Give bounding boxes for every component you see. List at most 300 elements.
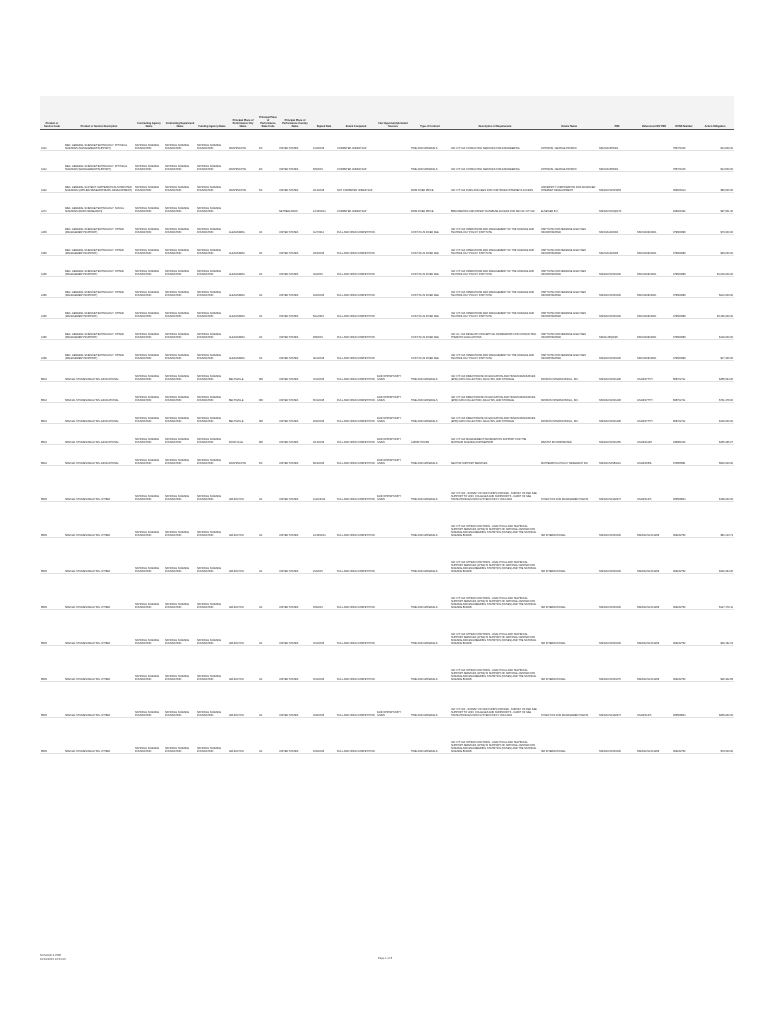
table-cell: UNITED STATES bbox=[278, 382, 312, 403]
table-cell: NATIONAL SCIENCE FOUNDATION bbox=[164, 214, 196, 235]
table-cell: SRI INTERNATIONAL bbox=[540, 574, 598, 610]
table-row bbox=[40, 298, 734, 319]
table-cell: ARLINGTON bbox=[228, 682, 258, 718]
table-cell: FAIR OPPORTUNITY GIVEN bbox=[376, 682, 410, 718]
table-cell: 009232752 bbox=[672, 646, 696, 682]
table-cell: LABOR HOURS bbox=[410, 424, 450, 445]
table-cell: NATIONAL SCIENCE FOUNDATION bbox=[134, 718, 164, 754]
table-cell: COMPETED UNDER SAP bbox=[336, 193, 376, 214]
table-cell: NATIONAL SCIENCE FOUNDATION bbox=[196, 319, 228, 340]
table-cell: NATIONAL SCIENCE FOUNDATION bbox=[134, 214, 164, 235]
table-cell: NSFDACS15F1009 bbox=[598, 340, 636, 361]
table-cell: $13,840.00 bbox=[696, 151, 734, 172]
table-cell: NSFDACS13C1289 bbox=[636, 718, 672, 754]
table-cell: $70,000.00 bbox=[696, 214, 734, 235]
table-cell bbox=[376, 235, 410, 256]
table-cell: IGF::OT::IGF OPERATIONS AND MANAGEMENT OF THE SCIENCE AND TECHNOLOGY POLICY INSTITUTE bbox=[450, 214, 540, 235]
table-cell: 808702711 bbox=[672, 403, 696, 424]
column-header: Vendor Name bbox=[540, 96, 598, 130]
column-header: Principal Place of Performance State Code bbox=[258, 96, 278, 130]
table-cell: B506 bbox=[40, 466, 64, 502]
table-cell: NATIONAL SCIENCE FOUNDATION bbox=[164, 256, 196, 277]
table-cell: NSFDACS15F1009 bbox=[598, 256, 636, 277]
table-cell: FULL AND OPEN COMPETITION bbox=[336, 574, 376, 610]
table-cell: WASHINGTON bbox=[228, 445, 258, 466]
table-cell: VA bbox=[258, 319, 278, 340]
table-cell: UNITED STATES bbox=[278, 256, 312, 277]
table-cell: $761,478.00 bbox=[696, 382, 734, 403]
table-cell: NSFOIA14F0005 bbox=[598, 235, 636, 256]
table-cell: NATIONAL SCIENCE FOUNDATION bbox=[164, 610, 196, 646]
table-cell: $3,280,000.00 bbox=[696, 298, 734, 319]
column-header: Description of Requirement bbox=[450, 96, 540, 130]
table-cell: 3/31/2015 bbox=[312, 646, 336, 682]
table-cell: 9/8/2015 bbox=[312, 319, 336, 340]
table-cell: WESTAT INCORPORATED bbox=[540, 424, 598, 445]
table-cell: FULL AND OPEN COMPETITION bbox=[336, 403, 376, 424]
table-cell: WASHINGTON bbox=[228, 130, 258, 151]
table-cell: $78,000.00 bbox=[696, 718, 734, 754]
table-cell: NSFDACS15F1009 bbox=[598, 574, 636, 610]
table-cell bbox=[636, 172, 672, 193]
table-cell: NATIONAL SCIENCE FOUNDATION bbox=[164, 718, 196, 754]
table-cell: 079660698 bbox=[672, 319, 696, 340]
table-cell: 8/31/2015 bbox=[312, 382, 336, 403]
table-cell: FULL AND OPEN COMPETITION bbox=[336, 502, 376, 538]
table-cell: VA bbox=[258, 574, 278, 610]
table-cell: NATIONAL SCIENCE FOUNDATION bbox=[196, 574, 228, 610]
table-cell: ARLINGTON bbox=[228, 466, 258, 502]
table-cell: TIME AND MATERIALS bbox=[410, 574, 450, 610]
table-cell: 009232752 bbox=[672, 610, 696, 646]
table-cell: ROCKVILLE bbox=[228, 424, 258, 445]
table-cell: NATIONAL SCIENCE FOUNDATION bbox=[196, 277, 228, 298]
table-cell: ARLINGTON bbox=[228, 574, 258, 610]
table-cell: SRI INTERNATIONAL bbox=[540, 610, 598, 646]
table-cell: 9/21/2015 bbox=[312, 340, 336, 361]
table-cell: NATIONAL SCIENCE FOUNDATION bbox=[134, 193, 164, 214]
table-cell: $26,192.19 bbox=[696, 610, 734, 646]
table-cell: UNITED STATES bbox=[278, 538, 312, 574]
table-cell: VA bbox=[258, 502, 278, 538]
table-cell: NATIONAL SCIENCE FOUNDATION bbox=[164, 172, 196, 193]
table-cell: UNITED STATES bbox=[278, 319, 312, 340]
table-cell: DC bbox=[258, 151, 278, 172]
table-cell: SPECIAL STUDIES/ANALYSIS- EDUCATIONAL bbox=[64, 382, 134, 403]
table-cell: 12/19/2014 bbox=[312, 502, 336, 538]
table-cell: VA bbox=[258, 340, 278, 361]
table-cell bbox=[376, 151, 410, 172]
table-cell: VA bbox=[258, 646, 278, 682]
table-cell bbox=[376, 277, 410, 298]
table-cell: 2/18/2015 bbox=[312, 235, 336, 256]
table-cell: $455,295.07 bbox=[696, 424, 734, 445]
table-cell: NATIONAL SCIENCE FOUNDATION bbox=[196, 256, 228, 277]
table-cell: INSTITUTE FOR DEFENSE ANALYSES INCORPORATED bbox=[540, 256, 598, 277]
table-cell: ARLINGTON bbox=[228, 646, 258, 682]
table-cell: NATIONAL SCIENCE FOUNDATION bbox=[134, 298, 164, 319]
table-cell: COST PLUS FIXED FEE bbox=[410, 277, 450, 298]
table-cell: R&D- GENERAL SCIENCE/TECHNOLOGY: OTHER (MANAGEMENT/SUPPORT) bbox=[64, 235, 134, 256]
table-cell: IGF::OT::IGF - SURVEY OF FED FUNDS FOR R&D - SURVEY OF FED S&E SUPPORT TO UNIV, COLLEGES AND NONPROFITS - NAMIT OF S&E STATE PROFILES DATA SYSTEM FOR FY 2014-2016 bbox=[450, 682, 540, 718]
table-cell: FULL AND OPEN COMPETITION bbox=[336, 214, 376, 235]
table-cell: GS10F0127L bbox=[636, 682, 672, 718]
table-cell: NSFDACS15P1055 bbox=[598, 172, 636, 193]
table-cell: R&D- GENERAL SCI/TECH: MATHEMATICAL/COMPUTER SCIENCES (APPLIED RESEARCH/EXPL DEVELOPMENT) bbox=[64, 172, 134, 193]
table-cell: UNITED STATES bbox=[278, 403, 312, 424]
table-cell: NATIONAL SCIENCE FOUNDATION bbox=[134, 646, 164, 682]
table-cell: TIME AND MATERIALS bbox=[410, 445, 450, 466]
table-cell: NATIONAL SCIENCE FOUNDATION bbox=[196, 424, 228, 445]
table-cell: $340,064.00 bbox=[696, 538, 734, 574]
table-cell: NATIONAL SCIENCE FOUNDATION bbox=[196, 682, 228, 718]
table-cell bbox=[636, 193, 672, 214]
table-cell: IGF::OT::IGF OTHER FUNCTIONS - ANALYTICAL AND TECHNICAL SUPPORT SERVICES (ATSS) IN SUPPORT OF NATIONAL CENTER FOR SCIENCE AND ENGINEERING STATISTICS (NCSES) AND THE NATIONAL SCIENCE BOARD bbox=[450, 718, 540, 754]
table-cell: FULL AND OPEN COMPETITION bbox=[336, 682, 376, 718]
table-cell: NATIONAL SCIENCE FOUNDATION bbox=[134, 574, 164, 610]
table-cell: UNITED STATES bbox=[278, 172, 312, 193]
table-cell: FAIR OPPORTUNITY GIVEN bbox=[376, 445, 410, 466]
table-cell: $97,941.00 bbox=[696, 193, 734, 214]
table-cell: DC bbox=[258, 130, 278, 151]
table-cell: UNITED STATES bbox=[278, 682, 312, 718]
table-row bbox=[40, 319, 734, 340]
table-cell: UNITED STATES bbox=[278, 718, 312, 754]
table-cell bbox=[636, 151, 672, 172]
table-cell: UNITED STATES bbox=[278, 445, 312, 466]
table-cell: 005568804 bbox=[672, 682, 696, 718]
table-cell: FAIR OPPORTUNITY GIVEN bbox=[376, 361, 410, 382]
table-cell: B542 bbox=[40, 382, 64, 403]
table-cell: SYNECTICS FOR MANAGEMENT DECIS bbox=[540, 466, 598, 502]
table-cell: AJ96 bbox=[40, 256, 64, 277]
table-cell: FULL AND OPEN COMPETITION bbox=[336, 235, 376, 256]
table-row bbox=[40, 502, 734, 538]
table-cell: 3/5/2015 bbox=[312, 574, 336, 610]
table-cell: TIME AND MATERIALS bbox=[410, 682, 450, 718]
table-cell: B542 bbox=[40, 445, 64, 466]
table-cell: 2/2/2015 bbox=[312, 538, 336, 574]
column-header: Contracting Department Name bbox=[164, 96, 196, 130]
table-cell: $127,179.41 bbox=[696, 574, 734, 610]
table-cell: NATIONAL SCIENCE FOUNDATION bbox=[134, 502, 164, 538]
table-cell: TIME AND MATERIALS bbox=[410, 403, 450, 424]
table-cell: 408926192 bbox=[672, 193, 696, 214]
table-cell: ALEXANDRIA bbox=[228, 340, 258, 361]
table-cell: IGF::OT::IGF OPERATIONS AND MANAGEMENT OF THE SCIENCE AND TECHNOLOGY POLICY INSTITUTE bbox=[450, 235, 540, 256]
table-cell: TIME AND MATERIALS bbox=[410, 151, 450, 172]
table-cell: 11/20/2014 bbox=[312, 466, 336, 502]
table-cell: NSFDACS14A0037 bbox=[598, 466, 636, 502]
table-cell: B506 bbox=[40, 538, 64, 574]
table-cell: NATIONAL SCIENCE FOUNDATION bbox=[164, 235, 196, 256]
table-cell: SPECIAL STUDIES/ANALYSIS- OTHER bbox=[64, 502, 134, 538]
table-cell: AJ12 bbox=[40, 151, 64, 172]
table-cell bbox=[376, 130, 410, 151]
table-cell: NATIONAL SCIENCE FOUNDATION bbox=[196, 646, 228, 682]
table-cell: AJ71 bbox=[40, 193, 64, 214]
table-cell: SYNECTICS FOR MANAGEMENT DECIS bbox=[540, 682, 598, 718]
table-cell: NATIONAL SCIENCE FOUNDATION bbox=[164, 277, 196, 298]
table-cell: IGF::OT::IGF CONSULTING SERVICES FOR ENGINEERING bbox=[450, 130, 540, 151]
table-cell: 12/19/2014 bbox=[312, 193, 336, 214]
table-cell: SPECIAL STUDIES/ANALYSIS- OTHER bbox=[64, 538, 134, 574]
table-row bbox=[40, 646, 734, 682]
table-cell bbox=[376, 340, 410, 361]
table-row bbox=[40, 214, 734, 235]
table-cell: AJ96 bbox=[40, 214, 64, 235]
table-cell: 079660698 bbox=[672, 256, 696, 277]
table-cell: TIME AND MATERIALS bbox=[410, 718, 450, 754]
table-cell: IGF::OT::IGF OTHER FUNCTIONS - ANALYTICAL AND TECHNICAL SUPPORT SERVICES (ATSS) IN SUPPORT OF NATIONAL CENTER FOR SCIENCE AND ENGINEERING STATISTICS (NCSES) AND THE NATIONAL SCIENCE BOARD bbox=[450, 502, 540, 538]
table-cell: IGF::OT::IGF DUES AND FEES FOR CONTINUED INTERNET2 ACCESS bbox=[450, 172, 540, 193]
table-cell: MATHEMATICA POLICY RESEARCH INC bbox=[540, 445, 598, 466]
table-cell: MD bbox=[258, 382, 278, 403]
table-cell: NSFOIA09C0001 bbox=[636, 298, 672, 319]
table-cell: AJ96 bbox=[40, 340, 64, 361]
table-cell: NATIONAL SCIENCE FOUNDATION bbox=[134, 235, 164, 256]
table-row bbox=[40, 361, 734, 382]
table-cell: 005568804 bbox=[672, 466, 696, 502]
table-cell: B506 bbox=[40, 646, 64, 682]
table-cell: SRI INTERNATIONAL bbox=[540, 646, 598, 682]
table-cell: IGF::OT::IGF DIRECTORATE OF EDUCATION AND HUMAN RESOURCES (EHR) DATA COLLECTION, ANALYSIS, AND STORAGE bbox=[450, 403, 540, 424]
table-cell bbox=[376, 718, 410, 754]
table-cell bbox=[376, 538, 410, 574]
table-cell: NATIONAL SCIENCE FOUNDATION bbox=[196, 361, 228, 382]
table-cell: NOT COMPETED UNDER SAP bbox=[336, 172, 376, 193]
table-cell: NATIONAL SCIENCE FOUNDATION bbox=[196, 502, 228, 538]
table-cell: UNITED STATES bbox=[278, 151, 312, 172]
table-cell: IGF::OT::IGF - SURVEY OF FED FUNDS FOR R&D - SURVEY OF FED S&E SUPPORT TO UNIV, COLLEGES AND NONPROFITS - NAMIT OF S&E STATE PROFILES DATA SYSTEM FOR FY 2014-2016 bbox=[450, 466, 540, 502]
table-cell bbox=[376, 193, 410, 214]
table-row bbox=[40, 130, 734, 151]
table-cell: TIME AND MATERIALS bbox=[410, 538, 450, 574]
table-cell: NATIONAL SCIENCE FOUNDATION bbox=[134, 382, 164, 403]
table-cell: 079660698 bbox=[672, 214, 696, 235]
table-cell: FULL AND OPEN COMPETITION bbox=[336, 361, 376, 382]
table-cell: B542 bbox=[40, 361, 64, 382]
table-cell: AJ12 bbox=[40, 130, 64, 151]
table-cell: TIME AND MATERIALS bbox=[410, 646, 450, 682]
table-row bbox=[40, 235, 734, 256]
table-cell: MD bbox=[258, 361, 278, 382]
table-cell: 3/31/2015 bbox=[312, 361, 336, 382]
table-cell: 3/30/2015 bbox=[312, 682, 336, 718]
table-cell bbox=[376, 574, 410, 610]
table-cell: FAIR OPPORTUNITY GIVEN bbox=[376, 382, 410, 403]
table-cell: ARLINGTON bbox=[228, 718, 258, 754]
table-cell: ALEXANDRIA bbox=[228, 256, 258, 277]
table-cell: NATIONAL SCIENCE FOUNDATION bbox=[134, 340, 164, 361]
table-row bbox=[40, 424, 734, 445]
table-cell: TIME AND MATERIALS bbox=[410, 361, 450, 382]
table-cell: MD bbox=[258, 424, 278, 445]
table-cell: VA bbox=[258, 610, 278, 646]
table-cell: NATIONAL SCIENCE FOUNDATION bbox=[164, 646, 196, 682]
table-cell: COST PLUS FIXED FEE bbox=[410, 340, 450, 361]
contract-actions-table bbox=[40, 96, 734, 754]
table-cell: NSFDACS15Q0473 bbox=[598, 193, 636, 214]
table-cell: NETHERLANDS bbox=[278, 193, 312, 214]
table-cell: FULL AND OPEN COMPETITION bbox=[336, 298, 376, 319]
table-cell: NSFOIA09C0001 bbox=[636, 214, 672, 235]
table-cell: 6/5/2015 bbox=[312, 151, 336, 172]
table-cell: 4/13/2015 bbox=[312, 424, 336, 445]
table-cell: GS10F077TH bbox=[636, 361, 672, 382]
table-cell: R&D- GENERAL SCIENCE/TECHNOLOGY: PHYSICAL SCIENCES (MANAGEMENT/SUPPORT) bbox=[64, 151, 134, 172]
table-cell: NATIONAL SCIENCE FOUNDATION bbox=[134, 361, 164, 382]
column-header: Signed Date bbox=[312, 96, 336, 130]
table-cell: NSFDACS15F1009 bbox=[598, 610, 636, 646]
table-cell: SPECIAL STUDIES/ANALYSIS- OTHER bbox=[64, 718, 134, 754]
table-cell: ALEXANDRIA bbox=[228, 277, 258, 298]
table-cell: IGF::OT::IGF OPERATIONS AND MANAGEMENT OF THE SCIENCE AND TECHNOLOGY POLICY INSTITUTE bbox=[450, 298, 540, 319]
report-table-container bbox=[40, 96, 734, 754]
table-cell: R&D- GENERAL SCIENCE/TECHNOLOGY: OTHER (MANAGEMENT/SUPPORT) bbox=[64, 298, 134, 319]
table-cell: NATIONAL SCIENCE FOUNDATION bbox=[164, 298, 196, 319]
table-cell: $81,210.74 bbox=[696, 502, 734, 538]
table-cell: GS10F0127L bbox=[636, 466, 672, 502]
table-cell: FULL AND OPEN COMPETITION bbox=[336, 382, 376, 403]
table-cell: INSTITUTE FOR DEFENSE ANALYSES INCORPORATED bbox=[540, 235, 598, 256]
table-cell: NATIONAL SCIENCE FOUNDATION bbox=[134, 538, 164, 574]
table-cell: 785471615 bbox=[672, 151, 696, 172]
table-cell: B542 bbox=[40, 424, 64, 445]
table-cell: SPECIAL STUDIES/ANALYSIS- OTHER bbox=[64, 574, 134, 610]
table-cell: UNITED STATES bbox=[278, 424, 312, 445]
table-cell: WASHINGTON bbox=[228, 151, 258, 172]
table-cell: NATIONAL SCIENCE FOUNDATION bbox=[134, 445, 164, 466]
table-cell bbox=[376, 502, 410, 538]
table-cell: WASHINGTON bbox=[228, 172, 258, 193]
table-row bbox=[40, 340, 734, 361]
table-cell: INSTITUTE FOR DEFENSE ANALYSES INCORPORATED bbox=[540, 298, 598, 319]
table-cell: NSFDACS15F1408 bbox=[598, 382, 636, 403]
table-cell: R&D- GENERAL SCIENCE/TECHNOLOGY: OTHER (MANAGEMENT/SUPPORT) bbox=[64, 340, 134, 361]
table-cell: 11/7/2014 bbox=[312, 214, 336, 235]
table-cell: NSFDACS13C1289 bbox=[636, 610, 672, 646]
table-cell: FULL AND OPEN COMPETITION bbox=[336, 466, 376, 502]
table-cell: FAIR OPPORTUNITY GIVEN bbox=[376, 424, 410, 445]
table-cell: 1/22/2015 bbox=[312, 130, 336, 151]
table-cell: DC bbox=[258, 172, 278, 193]
table-cell: $100,000.00 bbox=[696, 403, 734, 424]
table-row bbox=[40, 718, 734, 754]
table-cell: NATIONAL SCIENCE FOUNDATION bbox=[164, 502, 196, 538]
table-cell: 009232752 bbox=[672, 502, 696, 538]
table-cell: IGF::CL::IGF DEVELOP CONCEPTUAL FRAMEWORK FOR CONDUCTING THEMATIC EVALUATIONS bbox=[450, 319, 540, 340]
table-cell: B506 bbox=[40, 682, 64, 718]
table-cell: UNITED STATES bbox=[278, 277, 312, 298]
table-cell: UNITED STATES bbox=[278, 214, 312, 235]
table-cell: NATIONAL SCIENCE FOUNDATION bbox=[164, 130, 196, 151]
table-cell: NATIONAL SCIENCE FOUNDATION bbox=[134, 172, 164, 193]
table-cell: UNIVERSITY CORPORATION FOR ADVANCED INTERNET DEVELOPMENT bbox=[540, 172, 598, 193]
table-row bbox=[40, 682, 734, 718]
table-cell: VA bbox=[258, 235, 278, 256]
table-cell bbox=[376, 610, 410, 646]
table-row bbox=[40, 277, 734, 298]
column-header: Fair Opportunity/Limited Sources bbox=[376, 96, 410, 130]
table-cell: SPECIAL STUDIES/ANALYSIS- OTHER bbox=[64, 646, 134, 682]
table-cell: INSTITUTE FOR DEFENSE ANALYSES INCORPORATED bbox=[540, 319, 598, 340]
table-cell: IGF::OT::IGF OPERATIONS AND MANAGEMENT OF THE SCIENCE AND TECHNOLOGY POLICY INSTITUTE bbox=[450, 340, 540, 361]
table-cell bbox=[258, 193, 278, 214]
table-cell: BIBLIOMETRIC AND PATENT DATABASE ACCESS FOR SEI IGF::OT::IGF bbox=[450, 193, 540, 214]
table-cell: NATIONAL SCIENCE FOUNDATION bbox=[196, 235, 228, 256]
table-cell: FULL AND OPEN COMPETITION bbox=[336, 277, 376, 298]
top-marks: . . . bbox=[40, 64, 730, 68]
table-cell: NATIONAL SCIENCE FOUNDATION bbox=[134, 610, 164, 646]
column-header: Product or Service Description bbox=[64, 96, 134, 130]
table-cell: 070859581 bbox=[672, 445, 696, 466]
table-row bbox=[40, 574, 734, 610]
table-cell: NATIONAL SCIENCE FOUNDATION bbox=[196, 718, 228, 754]
table-cell: NATIONAL SCIENCE FOUNDATION bbox=[134, 424, 164, 445]
table-cell: IGF::OT::IGF OTHER FUNCTIONS - ANALYTICAL AND TECHNICAL SUPPORT SERVICES (ATSS) IN SUPPORT OF NATIONAL CENTER FOR SCIENCE AND ENGINEERING STATISTICS (NCSES) AND THE NATIONAL SCIENCE BOARD bbox=[450, 574, 540, 610]
table-cell: BELTSVILLE bbox=[228, 382, 258, 403]
table-cell bbox=[376, 214, 410, 235]
table-cell: $500,000.00 bbox=[696, 445, 734, 466]
table-cell: FULL AND OPEN COMPETITION bbox=[336, 610, 376, 646]
table-cell: 8/19/2015 bbox=[312, 445, 336, 466]
table-cell: NATIONAL SCIENCE FOUNDATION bbox=[164, 466, 196, 502]
table-cell: NATIONAL SCIENCE FOUNDATION bbox=[164, 319, 196, 340]
table-cell: UNITED STATES bbox=[278, 340, 312, 361]
table-cell: UNITED STATES bbox=[278, 235, 312, 256]
table-cell: NSFDACS15F1408 bbox=[598, 403, 636, 424]
table-cell: VA bbox=[258, 256, 278, 277]
table-cell: INSTITUTE FOR DEFENSE ANALYSES INCORPORATED bbox=[540, 277, 598, 298]
table-cell: COMPETED UNDER SAP bbox=[336, 151, 376, 172]
table-cell: VA bbox=[258, 538, 278, 574]
table-row bbox=[40, 538, 734, 574]
table-cell: NATIONAL SCIENCE FOUNDATION bbox=[164, 340, 196, 361]
table-cell: 4/20/2015 bbox=[312, 277, 336, 298]
table-cell: $17,400.00 bbox=[696, 340, 734, 361]
table-cell: AJ96 bbox=[40, 277, 64, 298]
table-cell: NSFDACS15F1009 bbox=[598, 277, 636, 298]
table-cell: NSFOIA09C0001 bbox=[636, 256, 672, 277]
table-cell: $129,000.00 bbox=[696, 319, 734, 340]
table-cell: NSFDACS15F1255 bbox=[598, 424, 636, 445]
table-cell: 009232752 bbox=[672, 574, 696, 610]
table-cell: FIRM FIXED PRICE bbox=[410, 172, 450, 193]
table-cell: NATIONAL SCIENCE FOUNDATION bbox=[164, 193, 196, 214]
table-cell: COST PLUS FIXED FEE bbox=[410, 235, 450, 256]
table-cell: AJ96 bbox=[40, 319, 64, 340]
table-cell bbox=[376, 256, 410, 277]
table-cell: FULL AND OPEN COMPETITION bbox=[336, 424, 376, 445]
table-cell: NSFDACS14A0037 bbox=[598, 682, 636, 718]
table-cell: NSFDACS15F1079 bbox=[598, 646, 636, 682]
table-cell: NSFDACS13C1289 bbox=[636, 502, 672, 538]
table-cell: COST PLUS FIXED FEE bbox=[410, 298, 450, 319]
table-cell: VA bbox=[258, 298, 278, 319]
table-cell: 049981020 bbox=[672, 424, 696, 445]
table-cell: NATIONAL SCIENCE FOUNDATION bbox=[134, 319, 164, 340]
table-cell: R&D- GENERAL SCIENCE/TECHNOLOGY: OTHER (MANAGEMENT/SUPPORT) bbox=[64, 319, 134, 340]
table-cell: 808702711 bbox=[672, 382, 696, 403]
table-cell: $13,840.00 bbox=[696, 130, 734, 151]
table-cell: NSFOIA09C0001 bbox=[636, 340, 672, 361]
table-cell: 785471615 bbox=[672, 130, 696, 151]
table-cell: SPECIAL STUDIES/ANALYSIS- OTHER bbox=[64, 682, 134, 718]
table-cell: MD bbox=[258, 403, 278, 424]
table-cell: NATIONAL SCIENCE FOUNDATION bbox=[196, 340, 228, 361]
column-header: PIID bbox=[598, 96, 636, 130]
